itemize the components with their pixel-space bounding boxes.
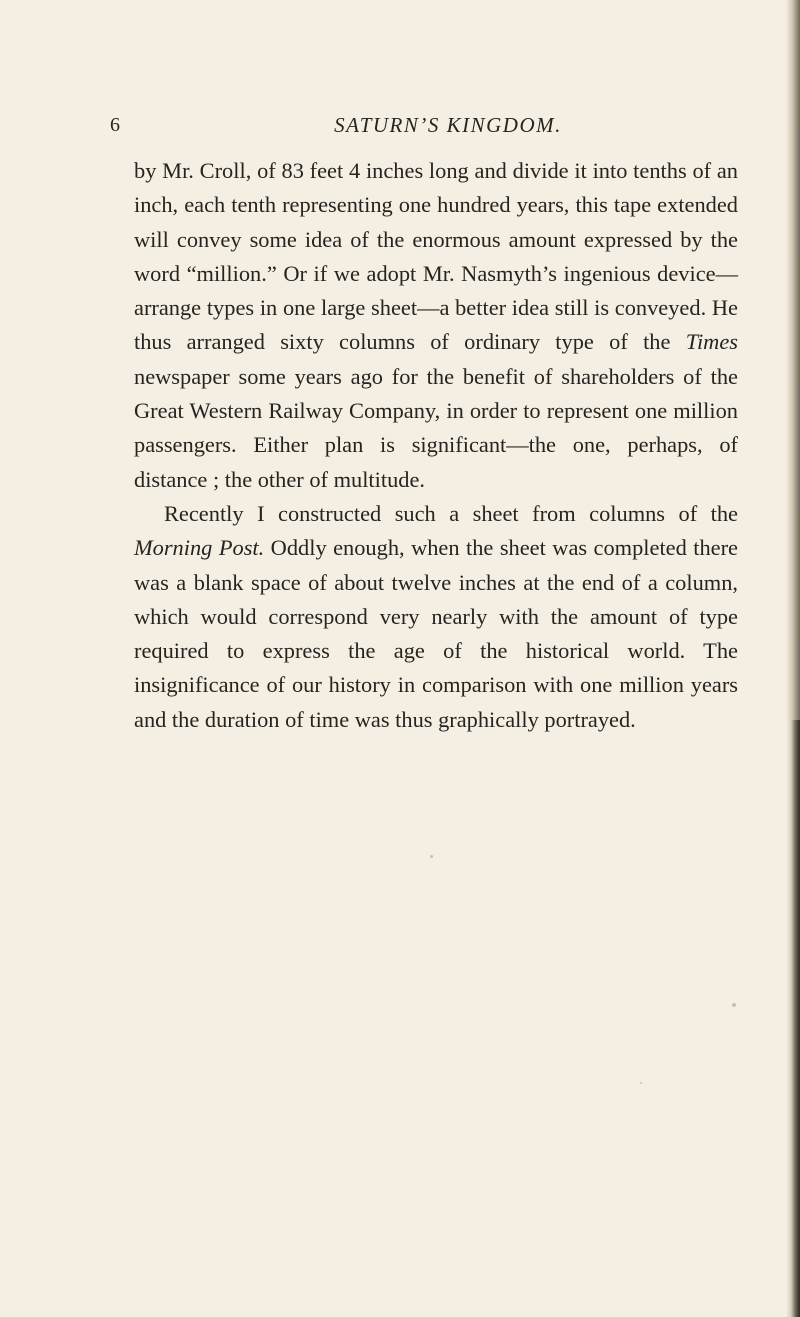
page-edge-shadow	[786, 0, 800, 1317]
paper-speck	[640, 1082, 642, 1084]
newspaper-title-morning-post: Morning Post.	[134, 535, 265, 561]
paper-speck	[430, 855, 433, 858]
page-header	[110, 112, 750, 152]
page-edge-shadow-lower	[791, 720, 800, 1317]
paragraph-2-text-b: Oddly enough, when the sheet was completed there was a blank space of about twelve inches at the end of a column, which would correspond very nearly with the amount of type required to express the age of the historical world. The insignificance of our history in comparison with one million years and the duration of time was thus graphically portrayed.	[134, 535, 738, 732]
paragraph-1-text-a: by Mr. Croll, of 83 feet 4 inches long and divide it into tenths of an inch, each tenth representing one hundred years, this tape extended will convey some idea of the enormous amount expressed by the word “million.” Or if we adopt Mr. Nasmyth’s ingenious device—arrange types in one large sheet—a better idea still is conveyed. He thus arranged sixty columns of ordinary type of the	[134, 158, 738, 355]
page-number: 6	[110, 114, 120, 136]
paragraph-2	[134, 497, 738, 737]
paper-speck	[732, 1003, 736, 1007]
paragraph-2-text-a: Recently I constructed such a sheet from columns of the	[164, 500, 738, 526]
newspaper-title-times: Times	[685, 329, 738, 355]
paragraph-1	[134, 154, 738, 497]
running-head: SATURN’S KINGDOM.	[334, 113, 562, 137]
paragraph-1-text-b: newspaper some years ago for the benefit of shareholders of the Great Western Railway Company, in order to represent one million passengers. Either plan is significant—the one, perhaps, of distance ; the other of multitude.	[134, 363, 738, 492]
body-text	[134, 154, 738, 737]
